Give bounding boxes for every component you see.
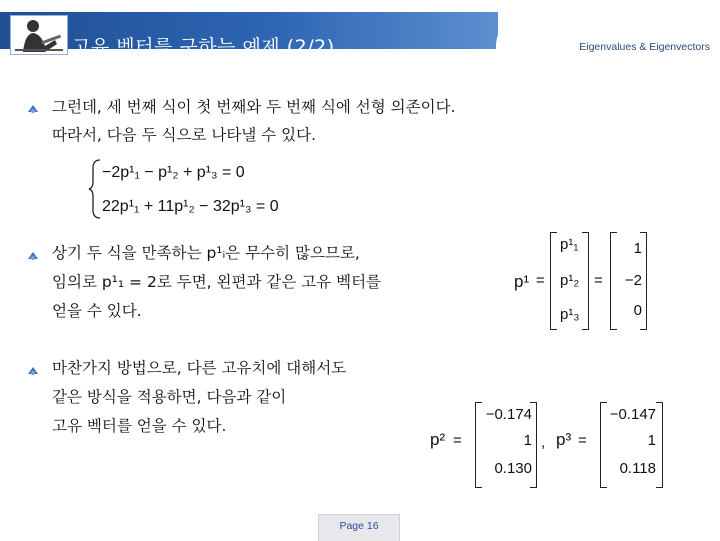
vector-p3-value-1: −0.147 xyxy=(609,406,656,423)
bullet-3-line-3: 고유 벡터를 얻을 수 있다. xyxy=(52,417,227,435)
bracket-right xyxy=(582,232,589,330)
vector-p1-label: p¹ xyxy=(514,272,530,291)
vector-p3-value-2: 1 xyxy=(647,432,656,449)
footer-tab xyxy=(318,514,400,541)
vector-p1-value-2: −2 xyxy=(624,272,642,289)
logo-icon xyxy=(10,15,68,55)
vector-p1-value-3: 0 xyxy=(633,302,642,319)
bracket-right xyxy=(640,232,647,330)
vector-p1-symbol-3: p¹₃ xyxy=(560,306,580,323)
bullet-3-line-1: 마찬가지 방법으로, 다른 고유치에 대해서도 xyxy=(52,359,347,377)
left-brace xyxy=(88,158,102,220)
vector-p2-value-1: −0.174 xyxy=(485,406,532,423)
bullet-2-line-1: 상기 두 식을 만족하는 p¹ᵢ은 무수히 많으므로, xyxy=(52,244,360,262)
equation-1: −2p¹₁ − p¹₂ + p¹₃ = 0 xyxy=(102,164,245,181)
page-subtitle: Eigenvalues & Eigenvectors xyxy=(579,41,710,53)
vector-p2-value-2: 1 xyxy=(523,432,532,449)
bullet-2-line-3: 얻을 수 있다. xyxy=(52,302,142,320)
equals-sign: = xyxy=(453,432,462,449)
page-number: Page 16 xyxy=(339,520,379,532)
vector-p3-value-3: 0.118 xyxy=(619,460,656,477)
bullet-2-line-2: 임의로 p¹₁ = 2로 두면, 왼편과 같은 고유 벡터를 xyxy=(52,273,382,291)
equation-2: 22p¹₁ + 11p¹₂ − 32p¹₃ = 0 xyxy=(102,198,279,215)
bullet-icon xyxy=(27,250,39,262)
page-title: 고유 벡터를 구하는 예제 (2/2) xyxy=(72,36,335,58)
vector-p1-value-1: 1 xyxy=(633,240,642,257)
bullet-icon xyxy=(27,365,39,377)
vector-p3-label: p³ xyxy=(556,430,572,449)
bracket-right xyxy=(530,402,537,488)
vector-p1-symbol-1: p¹₁ xyxy=(560,236,579,253)
vector-p2-label: p² xyxy=(430,430,446,449)
vector-p1-symbol-2: p¹₂ xyxy=(560,272,580,289)
equals-sign: = xyxy=(578,432,587,449)
bullet-3-line-2: 같은 방식을 적용하면, 다음과 같이 xyxy=(52,388,287,406)
title-bar xyxy=(0,12,498,58)
bracket-right xyxy=(656,402,663,488)
header-right-panel xyxy=(508,0,720,70)
equals-sign: = xyxy=(594,272,603,289)
equals-sign: = xyxy=(536,272,545,289)
bullet-1-line-2: 따라서, 다음 두 식으로 나타낼 수 있다. xyxy=(52,126,317,144)
comma: , xyxy=(541,434,546,451)
bracket-left xyxy=(550,232,557,330)
slide-header xyxy=(0,0,720,70)
bullet-1-line-1: 그런데, 세 번째 식이 첫 번째와 두 번째 식에 선형 의존이다. xyxy=(52,98,456,116)
bullet-icon xyxy=(27,103,39,115)
vector-p2-value-3: 0.130 xyxy=(494,460,532,477)
